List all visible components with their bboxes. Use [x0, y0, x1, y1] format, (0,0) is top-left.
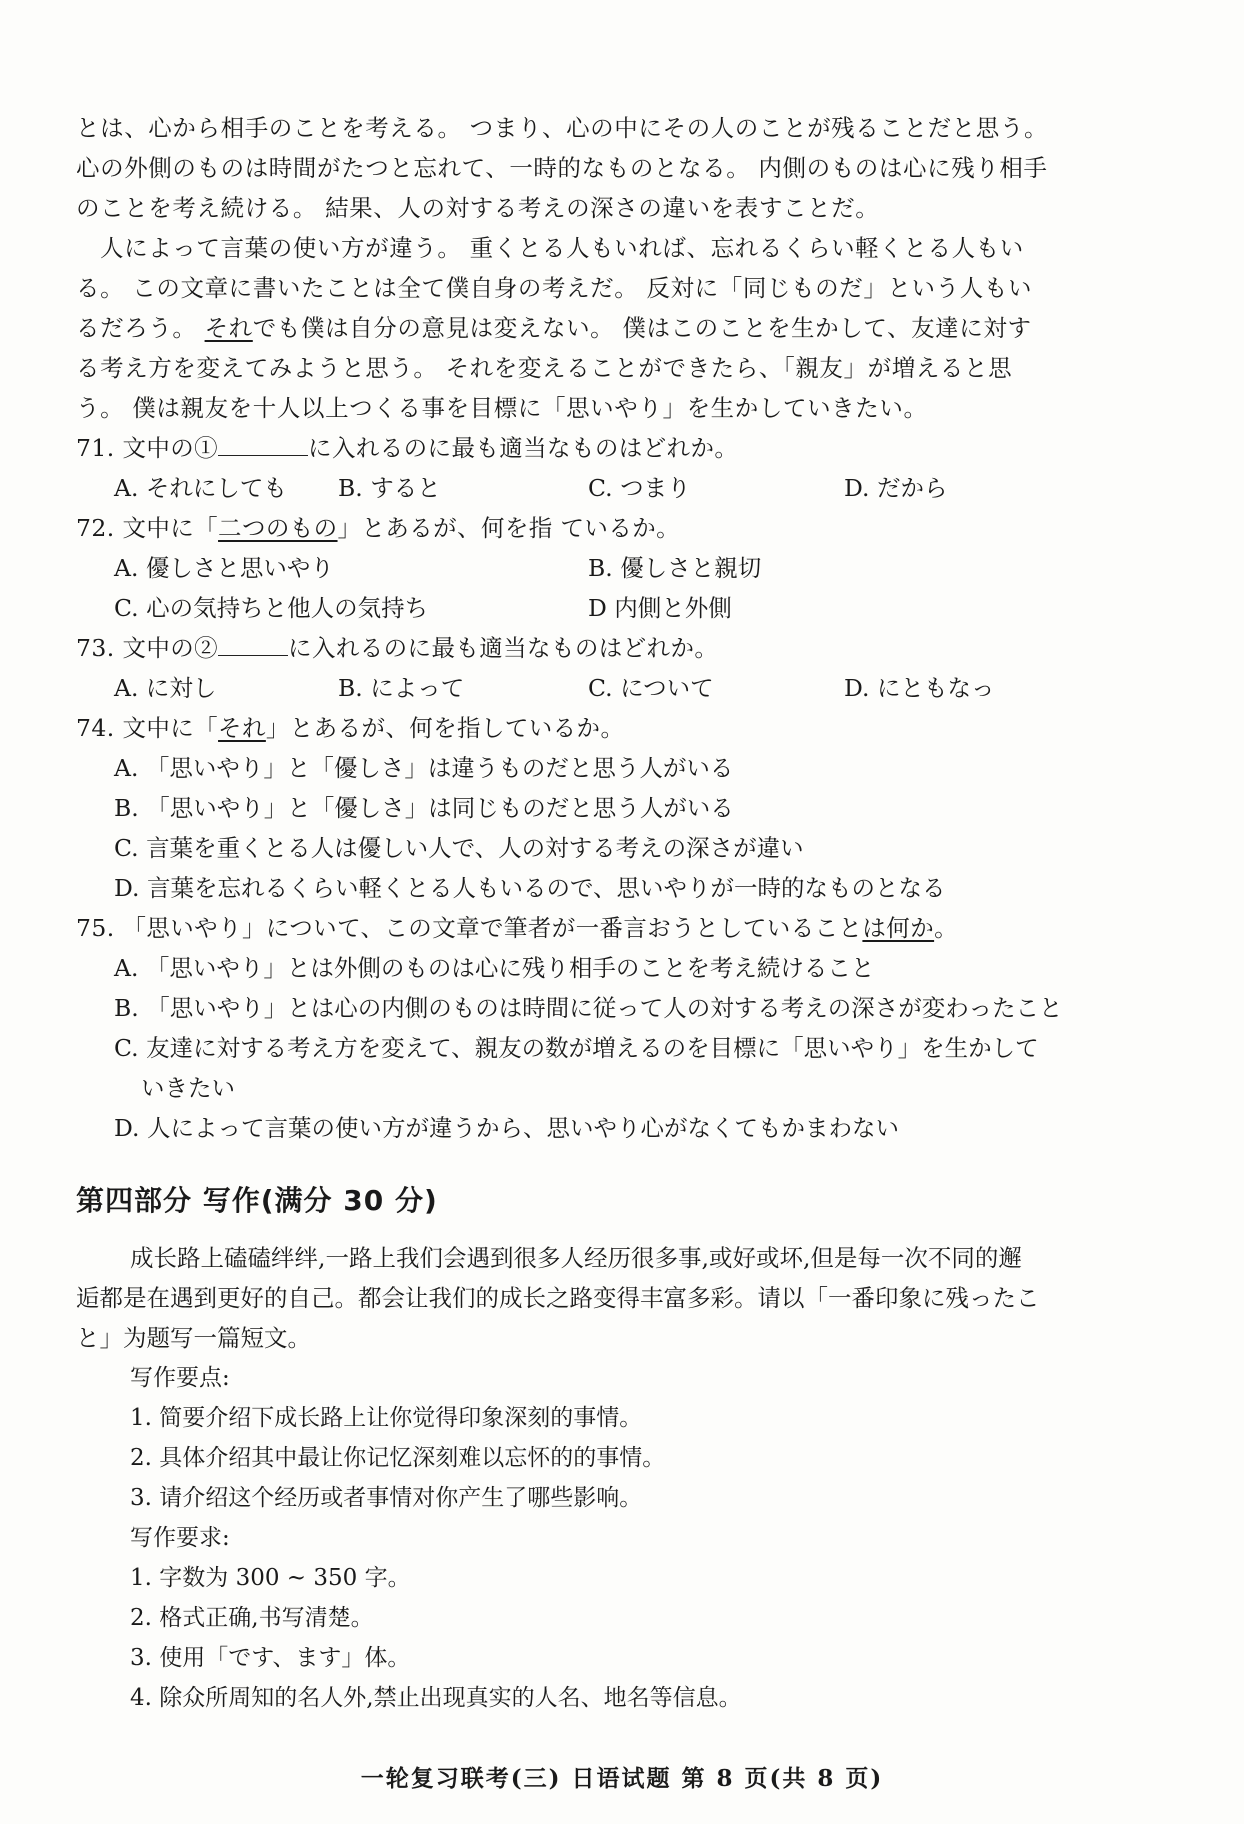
passage-line: のことを考え続ける。 結果、人の対する考えの深さの違いを表すことだ。	[76, 194, 880, 222]
question-74	[76, 708, 1136, 748]
writing-point: 2. 具体介绍其中最让你记忆深刻难以忘怀的的事情。	[130, 1445, 666, 1471]
writing-point: 1. 简要介绍下成长路上让你觉得印象深刻的事情。	[130, 1405, 643, 1431]
writing-points-heading: 写作要点:	[130, 1365, 230, 1391]
question-73	[76, 628, 1136, 668]
passage-text: るだろう。	[76, 314, 205, 342]
option-c[interactable]: C. 心の気持ちと他人の気持ち	[114, 594, 429, 622]
writing-prompt-line: 成长路上磕磕绊绊,一路上我们会遇到很多人经历很多事,或好或坏,但是每一次不同的邂	[130, 1244, 1022, 1272]
option-b[interactable]: B. 「思いやり」と「優しさ」は同じものだと思う人がいる	[114, 794, 734, 822]
passage-line-underlined	[76, 308, 1136, 348]
option-c[interactable]: C. 言葉を重くとる人は優しい人で、人の対する考えの深さが違い	[114, 834, 804, 862]
option-a[interactable]: A. に対し	[114, 674, 217, 702]
question-73-prefix: 73. 文中の②	[76, 634, 219, 662]
question-72-options-row-1	[76, 548, 1136, 588]
answer-blank	[218, 431, 308, 456]
answer-blank	[218, 631, 288, 656]
question-72	[76, 508, 1136, 548]
passage-line: 人によって言葉の使い方が違う。 重くとる人もいれば、忘れるくらい軽くとる人もい	[100, 234, 1024, 262]
writing-requirement: 2. 格式正确,书写清楚。	[130, 1605, 374, 1631]
question-75-end: 。	[934, 914, 959, 942]
passage-line: う。 僕は親友を十人以上つくる事を目標に「思いやり」を生かしていきたい。	[76, 394, 928, 422]
question-72-prefix: 72. 文中に「	[76, 514, 219, 542]
option-c[interactable]: C. つまり	[588, 474, 691, 502]
passage-line: とは、心から相手のことを考える。 つまり、心の中にその人のことが残ることだと思う。	[76, 114, 1049, 142]
passage-line: 心の外側のものは時間がたつと忘れて、一時的なものとなる。 内側のものは心に残り相手	[76, 154, 1048, 182]
question-73-suffix: に入れるのに最も適当なものはどれか。	[288, 634, 719, 662]
writing-requirements-heading: 写作要求:	[130, 1525, 230, 1551]
page-footer: 一轮复习联考(三) 日语试题 第 8 页(共 8 页)	[360, 1765, 884, 1792]
question-75-target: は何か	[862, 914, 935, 942]
option-b[interactable]: B. 優しさと親切	[588, 554, 762, 582]
question-71	[76, 428, 1136, 468]
writing-section-title: 第四部分 写作(满分 30 分)	[76, 1184, 438, 1217]
option-b[interactable]: B. によって	[338, 674, 465, 702]
question-72-suffix: 」とあるが、何を指 ているか。	[337, 514, 681, 542]
option-a[interactable]: A. それにしても	[114, 474, 287, 502]
question-71-prefix: 71. 文中の①	[76, 434, 219, 462]
passage-line: る。 この文章に書いたことは全て僕自身の考えだ。 反対に「同じものだ」という人もい	[76, 274, 1033, 302]
option-a[interactable]: A. 優しさと思いやり	[114, 554, 334, 582]
option-b[interactable]: B. すると	[338, 474, 441, 502]
writing-prompt-line: 逅都是在遇到更好的自己。都会让我们的成长之路变得丰富多彩。请以「一番印象に残ったこ	[76, 1284, 1040, 1312]
writing-requirement: 4. 除众所周知的名人外,禁止出现真实的人名、地名等信息。	[130, 1685, 742, 1711]
question-74-suffix: 」とあるが、何を指しているか。	[265, 714, 625, 742]
option-c[interactable]: C. 友達に対する考え方を変えて、親友の数が増えるのを目標に「思いやり」を生かして	[114, 1034, 1039, 1062]
reading-passage	[76, 108, 1136, 428]
writing-requirement: 3. 使用「です、ます」体。	[130, 1645, 411, 1671]
question-75	[76, 908, 1136, 948]
underlined-sore: それ	[204, 314, 253, 342]
question-74-prefix: 74. 文中に「	[76, 714, 219, 742]
page-content	[76, 108, 1136, 1718]
question-73-options	[76, 668, 1136, 708]
writing-requirement: 1. 字数为 300 ~ 350 字。	[130, 1565, 411, 1591]
option-c[interactable]: C. について	[588, 674, 714, 702]
option-a[interactable]: A. 「思いやり」とは外側のものは心に残り相手のことを考え続けること	[114, 954, 875, 982]
writing-prompt-line: と」为题写一篇短文。	[76, 1324, 311, 1352]
question-72-target: 二つのもの	[218, 514, 338, 542]
option-d[interactable]: D. にともなっ	[844, 674, 995, 702]
option-b[interactable]: B. 「思いやり」とは心の内側のものは時間に従って人の対する考えの深さが変わったこと	[114, 994, 1063, 1022]
option-d[interactable]: D. だから	[844, 474, 948, 502]
option-d[interactable]: D 内側と外側	[588, 594, 732, 622]
question-75-text: 75. 「思いやり」について、この文章で筆者が一番言おうとしていること	[76, 914, 863, 942]
option-c-continued: いきたい	[141, 1074, 235, 1102]
question-71-suffix: に入れるのに最も適当なものはどれか。	[308, 434, 739, 462]
passage-line: る考え方を変えてみようと思う。 それを変えることができたら、「親友」が増えると思	[76, 354, 1013, 382]
option-d[interactable]: D. 人によって言葉の使い方が違うから、思いやり心がなくてもかまわない	[114, 1114, 899, 1142]
passage-text: でも僕は自分の意見は変えない。 僕はこのことを生かして、友達に対す	[252, 314, 1032, 342]
question-72-options-row-2	[76, 588, 1136, 628]
question-71-options	[76, 468, 1136, 508]
question-74-target: それ	[218, 714, 266, 742]
option-a[interactable]: A. 「思いやり」と「優しさ」は違うものだと思う人がいる	[114, 754, 734, 782]
writing-point: 3. 请介绍这个经历或者事情对你产生了哪些影响。	[130, 1485, 643, 1511]
option-d[interactable]: D. 言葉を忘れるくらい軽くとる人もいるので、思いやりが一時的なものとなる	[114, 874, 946, 902]
